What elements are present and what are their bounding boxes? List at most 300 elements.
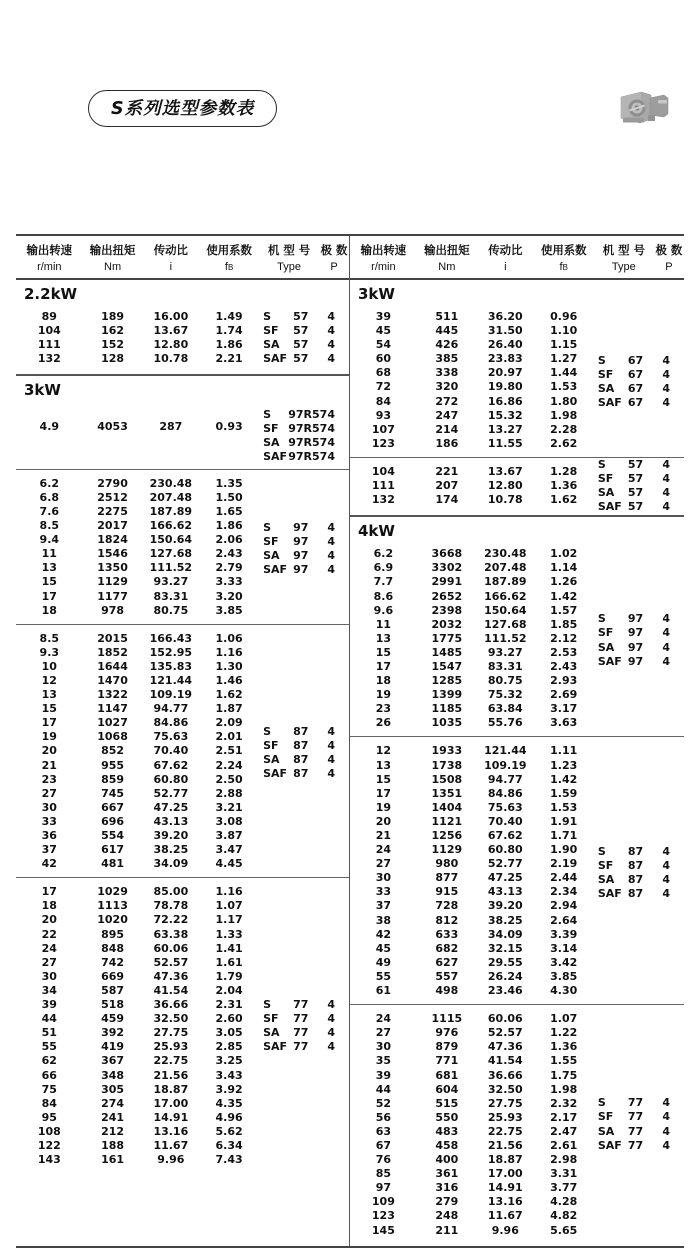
cell-service-factor: 6.34 — [215, 1138, 243, 1152]
table-row — [16, 646, 349, 660]
cell-output-speed: 17 — [41, 885, 57, 899]
cell-type-prefix: SAF — [263, 450, 288, 464]
cell-output-speed: 27 — [375, 857, 392, 871]
cell-service-factor: 2.60 — [215, 1012, 243, 1026]
cell-type-size: 67 — [627, 367, 644, 381]
model-type-row — [259, 753, 349, 767]
cell-output-speed: 7.6 — [39, 504, 60, 518]
cell-output-speed: 36 — [41, 829, 57, 842]
cell-ratio: 94.77 — [487, 772, 523, 786]
cell-output-torque: 633 — [435, 927, 459, 941]
cell-type-prefix: SA — [263, 1025, 280, 1039]
cell-service-factor: 2.50 — [215, 772, 243, 786]
cell-ratio: 27.75 — [153, 1026, 189, 1040]
cell-service-factor: 2.43 — [550, 659, 578, 673]
cell-type-size: 97 — [627, 654, 644, 668]
cell-type-size: 97 — [627, 640, 644, 654]
cell-output-speed: 19 — [41, 730, 57, 744]
cell-output-speed: 13 — [41, 561, 57, 575]
cell-ratio: 11.67 — [153, 1138, 189, 1152]
model-type-row — [594, 640, 684, 654]
cell-type-size: 77 — [627, 1096, 644, 1110]
cell-output-speed: 8.5 — [39, 631, 60, 645]
cell-service-factor: 2.53 — [550, 645, 578, 659]
cell-service-factor: 3.08 — [215, 814, 243, 828]
cell-ratio: 36.66 — [153, 998, 189, 1012]
header-poles-cn: 极 数 — [655, 243, 683, 257]
cell-type-prefix: SF — [263, 534, 279, 548]
model-type-row — [259, 725, 349, 739]
cell-service-factor: 2.09 — [215, 716, 243, 730]
table-row — [350, 773, 684, 787]
cell-service-factor: 1.75 — [550, 1068, 578, 1082]
table-row — [350, 744, 684, 758]
cell-output-torque: 1404 — [431, 800, 463, 814]
table-row — [350, 1054, 684, 1068]
table-row — [16, 688, 349, 702]
cell-service-factor: 3.42 — [550, 955, 578, 969]
cell-output-speed: 22 — [41, 927, 57, 941]
cell-ratio: 38.25 — [487, 913, 523, 927]
cell-ratio: 75.32 — [487, 688, 523, 702]
table-row — [16, 956, 349, 970]
cell-output-speed: 18 — [41, 899, 57, 913]
cell-type-size: 57 — [627, 499, 644, 513]
cell-poles: 4 — [327, 1039, 335, 1053]
header-poles-symbol: P — [330, 261, 338, 273]
cell-output-torque: 1285 — [431, 674, 463, 688]
cell-output-speed: 44 — [41, 1012, 57, 1026]
cell-output-speed: 37 — [41, 843, 57, 857]
table-row — [350, 942, 684, 956]
cell-output-speed: 24 — [375, 1012, 392, 1026]
cell-output-torque: 316 — [435, 1181, 459, 1195]
cell-output-speed: 111 — [371, 479, 395, 493]
cell-type-size: 97 — [293, 562, 309, 576]
cell-output-torque: 852 — [101, 744, 125, 758]
model-type-row — [259, 422, 349, 436]
cell-output-speed: 68 — [375, 366, 392, 380]
cell-type-prefix: SA — [263, 337, 280, 351]
cell-ratio: 67.62 — [153, 758, 189, 772]
spec-table — [16, 234, 684, 1248]
model-type-row — [594, 354, 684, 368]
cell-output-torque: 498 — [435, 984, 459, 998]
cell-output-speed: 34 — [41, 983, 57, 997]
cell-service-factor: 5.62 — [215, 1124, 243, 1138]
model-type-row — [259, 408, 349, 422]
table-row — [350, 590, 684, 604]
cell-output-torque: 627 — [435, 955, 459, 969]
cell-type-prefix: SA — [597, 1124, 615, 1138]
cell-output-speed: 122 — [37, 1138, 61, 1152]
header-output-speed-unit: r/min — [37, 261, 62, 273]
table-row — [16, 1097, 349, 1111]
cell-output-torque: 976 — [435, 1026, 459, 1040]
cell-service-factor: 1.36 — [550, 1040, 578, 1054]
cell-service-factor: 1.42 — [550, 772, 578, 786]
model-type-row — [594, 612, 684, 626]
cell-output-torque: 1933 — [431, 744, 463, 758]
cell-ratio: 72.22 — [153, 913, 189, 927]
model-type-row — [594, 382, 684, 396]
cell-output-speed: 27 — [375, 1026, 392, 1040]
cell-ratio: 75.63 — [487, 800, 523, 814]
cell-service-factor: 1.62 — [550, 493, 578, 507]
model-type-row — [259, 1040, 349, 1054]
cell-service-factor: 2.24 — [215, 758, 243, 772]
cell-type-prefix: SF — [263, 738, 279, 752]
cell-output-torque: 1470 — [97, 673, 128, 687]
table-row — [350, 1040, 684, 1054]
cell-output-torque: 152 — [101, 338, 125, 352]
cell-service-factor: 3.39 — [550, 927, 578, 941]
cell-poles: 4 — [662, 844, 670, 858]
cell-poles: 4 — [327, 534, 335, 548]
cell-output-torque: 955 — [101, 758, 125, 772]
cell-output-speed: 27 — [41, 786, 57, 800]
cell-output-speed: 60 — [375, 352, 392, 366]
cell-poles: 4 — [662, 1110, 670, 1124]
cell-output-speed: 13 — [375, 631, 392, 645]
cell-ratio: 17.00 — [487, 1167, 523, 1181]
table-row — [16, 702, 349, 716]
cell-service-factor: 0.93 — [215, 420, 243, 434]
cell-type-size: 97R57 — [288, 407, 328, 421]
cell-output-torque: 2512 — [97, 490, 128, 504]
cell-poles: 4 — [662, 886, 670, 900]
cell-ratio: 135.83 — [149, 659, 193, 673]
table-row — [350, 787, 684, 801]
cell-output-speed: 33 — [41, 814, 57, 828]
cell-type-size: 77 — [627, 1110, 644, 1124]
cell-output-speed: 13 — [41, 688, 57, 702]
cell-type-size: 87 — [293, 767, 309, 781]
cell-output-speed: 13 — [375, 758, 392, 772]
cell-output-torque: 511 — [435, 310, 459, 323]
cell-output-torque: 1322 — [97, 688, 128, 702]
cell-output-torque: 1020 — [97, 913, 128, 927]
cell-type-prefix: SAF — [263, 767, 288, 781]
cell-output-speed: 24 — [41, 941, 57, 955]
cell-ratio: 94.77 — [153, 702, 189, 716]
cell-service-factor: 4.82 — [550, 1209, 578, 1223]
cell-ratio: 13.67 — [153, 324, 189, 338]
table-row — [16, 505, 349, 519]
cell-type-prefix: SA — [597, 485, 615, 499]
cell-ratio: 93.27 — [153, 575, 189, 589]
model-block — [350, 457, 684, 513]
cell-service-factor: 1.65 — [215, 504, 243, 518]
table-row — [16, 984, 349, 998]
cell-poles: 4 — [327, 548, 335, 562]
cell-type-prefix: S — [263, 407, 272, 421]
cell-service-factor: 1.30 — [215, 659, 243, 673]
table-right-column — [350, 236, 684, 1246]
cell-output-speed: 30 — [41, 800, 57, 814]
cell-output-torque: 728 — [435, 899, 459, 913]
cell-service-factor: 1.46 — [215, 673, 243, 687]
cell-service-factor: 3.77 — [550, 1181, 578, 1195]
cell-ratio: 34.09 — [487, 927, 523, 941]
cell-service-factor: 2.43 — [215, 547, 243, 561]
model-block — [16, 882, 349, 1169]
cell-output-speed: 6.9 — [373, 561, 394, 575]
model-type-row — [594, 396, 684, 410]
cell-ratio: 109.19 — [484, 758, 527, 772]
model-type-list — [594, 1096, 684, 1152]
cell-service-factor: 0.96 — [550, 310, 578, 323]
cell-service-factor: 1.15 — [550, 338, 578, 352]
cell-output-speed: 84 — [41, 1096, 57, 1110]
cell-poles: 4 — [327, 351, 335, 365]
cell-service-factor: 1.61 — [215, 955, 243, 969]
cell-output-torque: 367 — [101, 1054, 125, 1068]
cell-output-speed: 85 — [375, 1167, 392, 1181]
cell-type-size: 97 — [627, 626, 644, 640]
cell-ratio: 78.78 — [153, 899, 189, 913]
cell-output-speed: 17 — [41, 716, 57, 730]
cell-output-speed: 39 — [41, 998, 57, 1012]
table-row — [350, 688, 684, 702]
cell-ratio: 52.57 — [487, 1026, 523, 1040]
cell-type-size: 97R57 — [288, 450, 328, 464]
cell-service-factor: 1.86 — [215, 519, 243, 533]
cell-ratio: 34.09 — [153, 857, 189, 871]
cell-output-speed: 39 — [375, 1068, 392, 1082]
model-block — [350, 544, 684, 737]
cell-service-factor: 1.90 — [550, 843, 578, 857]
header-type-en: Type — [277, 261, 301, 273]
table-row — [350, 702, 684, 716]
cell-type-prefix: S — [263, 309, 272, 323]
cell-output-speed: 35 — [375, 1054, 392, 1068]
cell-output-torque: 2398 — [431, 603, 463, 617]
cell-type-prefix: SF — [597, 626, 614, 640]
cell-type-prefix: S — [263, 724, 272, 738]
model-type-list — [259, 521, 349, 577]
header-output-torque-cn: 输出扭矩 — [424, 243, 470, 257]
cell-ratio: 9.96 — [491, 1223, 519, 1237]
cell-output-speed: 54 — [375, 338, 392, 352]
cell-service-factor: 1.59 — [550, 786, 578, 800]
cell-output-torque: 2991 — [431, 575, 463, 589]
cell-type-size: 57 — [293, 337, 309, 351]
cell-service-factor: 1.07 — [215, 899, 243, 913]
cell-type-size: 97 — [627, 612, 644, 626]
cell-service-factor: 1.44 — [550, 366, 578, 380]
cell-ratio: 166.43 — [149, 631, 193, 645]
cell-output-torque: 162 — [101, 324, 125, 338]
cell-output-torque: 557 — [435, 969, 459, 983]
cell-output-torque: 1147 — [97, 702, 128, 716]
cell-output-speed: 17 — [375, 659, 392, 673]
cell-output-torque: 385 — [435, 352, 459, 366]
cell-service-factor: 1.33 — [215, 927, 243, 941]
cell-output-torque: 812 — [435, 913, 459, 927]
cell-output-torque: 1852 — [97, 645, 128, 659]
cell-output-torque: 617 — [101, 843, 125, 857]
model-type-row — [594, 859, 684, 873]
cell-type-prefix: SA — [263, 752, 280, 766]
cell-output-speed: 30 — [375, 1040, 392, 1054]
table-row — [16, 1153, 349, 1167]
cell-output-speed: 39 — [375, 310, 392, 323]
cell-type-size: 97 — [293, 534, 309, 548]
cell-ratio: 13.27 — [487, 422, 523, 436]
cell-ratio: 27.75 — [487, 1096, 523, 1110]
cell-ratio: 75.63 — [153, 730, 189, 744]
cell-service-factor: 2.17 — [550, 1110, 578, 1124]
cell-service-factor: 1.98 — [550, 1082, 578, 1096]
table-row — [350, 815, 684, 829]
model-type-row — [259, 998, 349, 1012]
cell-output-torque: 247 — [435, 408, 459, 422]
header-output-speed-cn: 输出转速 — [26, 243, 73, 257]
cell-output-speed: 33 — [375, 885, 392, 899]
cell-type-size: 87 — [627, 872, 644, 886]
cell-service-factor: 1.10 — [550, 324, 578, 338]
cell-output-torque: 2017 — [97, 519, 128, 533]
header-output-torque-unit: Nm — [438, 261, 456, 273]
cell-output-speed: 17 — [41, 589, 57, 603]
page-header — [0, 78, 700, 140]
cell-output-speed: 66 — [41, 1068, 57, 1082]
cell-poles: 4 — [327, 323, 335, 337]
cell-ratio: 230.48 — [149, 476, 193, 490]
table-row — [350, 1026, 684, 1040]
cell-output-torque: 980 — [435, 857, 459, 871]
cell-output-speed: 49 — [375, 955, 392, 969]
cell-type-size: 67 — [627, 353, 644, 367]
cell-type-prefix: SF — [597, 1110, 614, 1124]
cell-ratio: 52.57 — [153, 955, 189, 969]
table-left-column — [16, 236, 350, 1246]
cell-ratio: 60.80 — [153, 772, 189, 786]
table-row — [350, 437, 684, 451]
model-type-list — [259, 408, 349, 464]
cell-ratio: 93.27 — [487, 645, 523, 659]
table-row — [16, 829, 349, 843]
model-type-row — [259, 450, 349, 464]
cell-ratio: 63.38 — [153, 927, 189, 941]
cell-type-size: 97 — [293, 520, 309, 534]
cell-ratio: 83.31 — [487, 659, 523, 673]
table-row — [350, 1153, 684, 1167]
cell-output-speed: 108 — [37, 1124, 61, 1138]
cell-type-size: 87 — [627, 844, 644, 858]
model-block — [350, 307, 684, 458]
cell-type-prefix: S — [263, 997, 272, 1011]
cell-ratio: 10.78 — [487, 493, 523, 507]
cell-type-size: 57 — [627, 471, 644, 485]
cell-service-factor: 3.20 — [215, 589, 243, 603]
cell-poles: 4 — [327, 407, 335, 421]
table-row — [350, 1195, 684, 1209]
model-type-row — [594, 500, 684, 514]
table-row — [16, 632, 349, 646]
cell-type-prefix: SAF — [597, 886, 622, 900]
cell-ratio: 22.75 — [487, 1124, 523, 1138]
cell-service-factor: 3.85 — [550, 969, 578, 983]
cell-service-factor: 1.35 — [215, 476, 243, 490]
cell-ratio: 111.52 — [484, 631, 527, 645]
model-type-row — [594, 457, 684, 471]
cell-type-size: 87 — [293, 724, 309, 738]
cell-output-torque: 338 — [435, 366, 459, 380]
cell-type-prefix: SAF — [597, 499, 622, 513]
cell-ratio: 187.89 — [149, 504, 193, 518]
cell-output-torque: 1256 — [431, 829, 463, 842]
cell-service-factor: 1.23 — [550, 758, 578, 772]
cell-poles: 4 — [662, 457, 670, 471]
header-ratio-symbol: i — [169, 261, 173, 273]
cell-type-prefix: SAF — [263, 351, 288, 365]
cell-service-factor: 4.35 — [215, 1096, 243, 1110]
cell-service-factor: 2.62 — [550, 436, 578, 450]
cell-ratio: 15.32 — [487, 408, 523, 422]
cell-output-speed: 23 — [375, 702, 392, 716]
cell-output-speed: 45 — [375, 324, 392, 338]
table-row — [350, 956, 684, 970]
cell-ratio: 85.00 — [153, 885, 189, 899]
cell-output-speed: 109 — [371, 1195, 395, 1209]
header-ratio-cn: 传动比 — [488, 243, 523, 257]
cell-ratio: 32.15 — [487, 941, 523, 955]
cell-ratio: 39.20 — [153, 829, 189, 842]
cell-service-factor: 3.17 — [550, 702, 578, 716]
cell-output-speed: 52 — [375, 1096, 392, 1110]
cell-ratio: 150.64 — [484, 603, 527, 617]
cell-output-speed: 107 — [371, 422, 395, 436]
cell-ratio: 26.40 — [487, 338, 523, 352]
header-poles-cn: 极 数 — [320, 243, 348, 257]
cell-service-factor: 2.98 — [550, 1153, 578, 1167]
cell-service-factor: 2.47 — [550, 1124, 578, 1138]
cell-type-prefix: SAF — [597, 1138, 622, 1152]
cell-output-speed: 123 — [371, 1209, 395, 1223]
power-rating-label: 3kW — [24, 381, 61, 400]
datasheet-page — [0, 78, 700, 1237]
cell-output-speed: 19 — [375, 800, 392, 814]
table-row — [350, 914, 684, 928]
cell-output-torque: 458 — [435, 1138, 459, 1152]
cell-service-factor: 3.85 — [215, 603, 243, 617]
header-ratio-symbol: i — [504, 261, 507, 273]
cell-service-factor: 1.53 — [550, 380, 578, 394]
cell-service-factor: 2.88 — [215, 786, 243, 800]
table-row — [350, 1209, 684, 1223]
cell-poles: 4 — [327, 309, 335, 323]
cell-poles: 4 — [662, 396, 670, 410]
model-type-row — [594, 486, 684, 500]
table-row — [16, 1054, 349, 1068]
column-headers-left — [16, 236, 349, 280]
cell-output-torque: 214 — [435, 422, 459, 436]
cell-poles: 4 — [327, 724, 335, 738]
model-type-row — [259, 338, 349, 352]
cell-output-torque: 550 — [435, 1110, 459, 1124]
cell-output-speed: 15 — [41, 702, 57, 716]
cell-service-factor: 1.62 — [215, 688, 243, 702]
cell-poles: 4 — [327, 767, 335, 781]
cell-service-factor: 1.87 — [215, 702, 243, 716]
cell-ratio: 21.56 — [153, 1068, 189, 1082]
table-row — [350, 801, 684, 815]
cell-service-factor: 2.01 — [215, 730, 243, 744]
cell-type-prefix: SF — [263, 1011, 279, 1025]
cell-type-size: 57 — [627, 485, 644, 499]
